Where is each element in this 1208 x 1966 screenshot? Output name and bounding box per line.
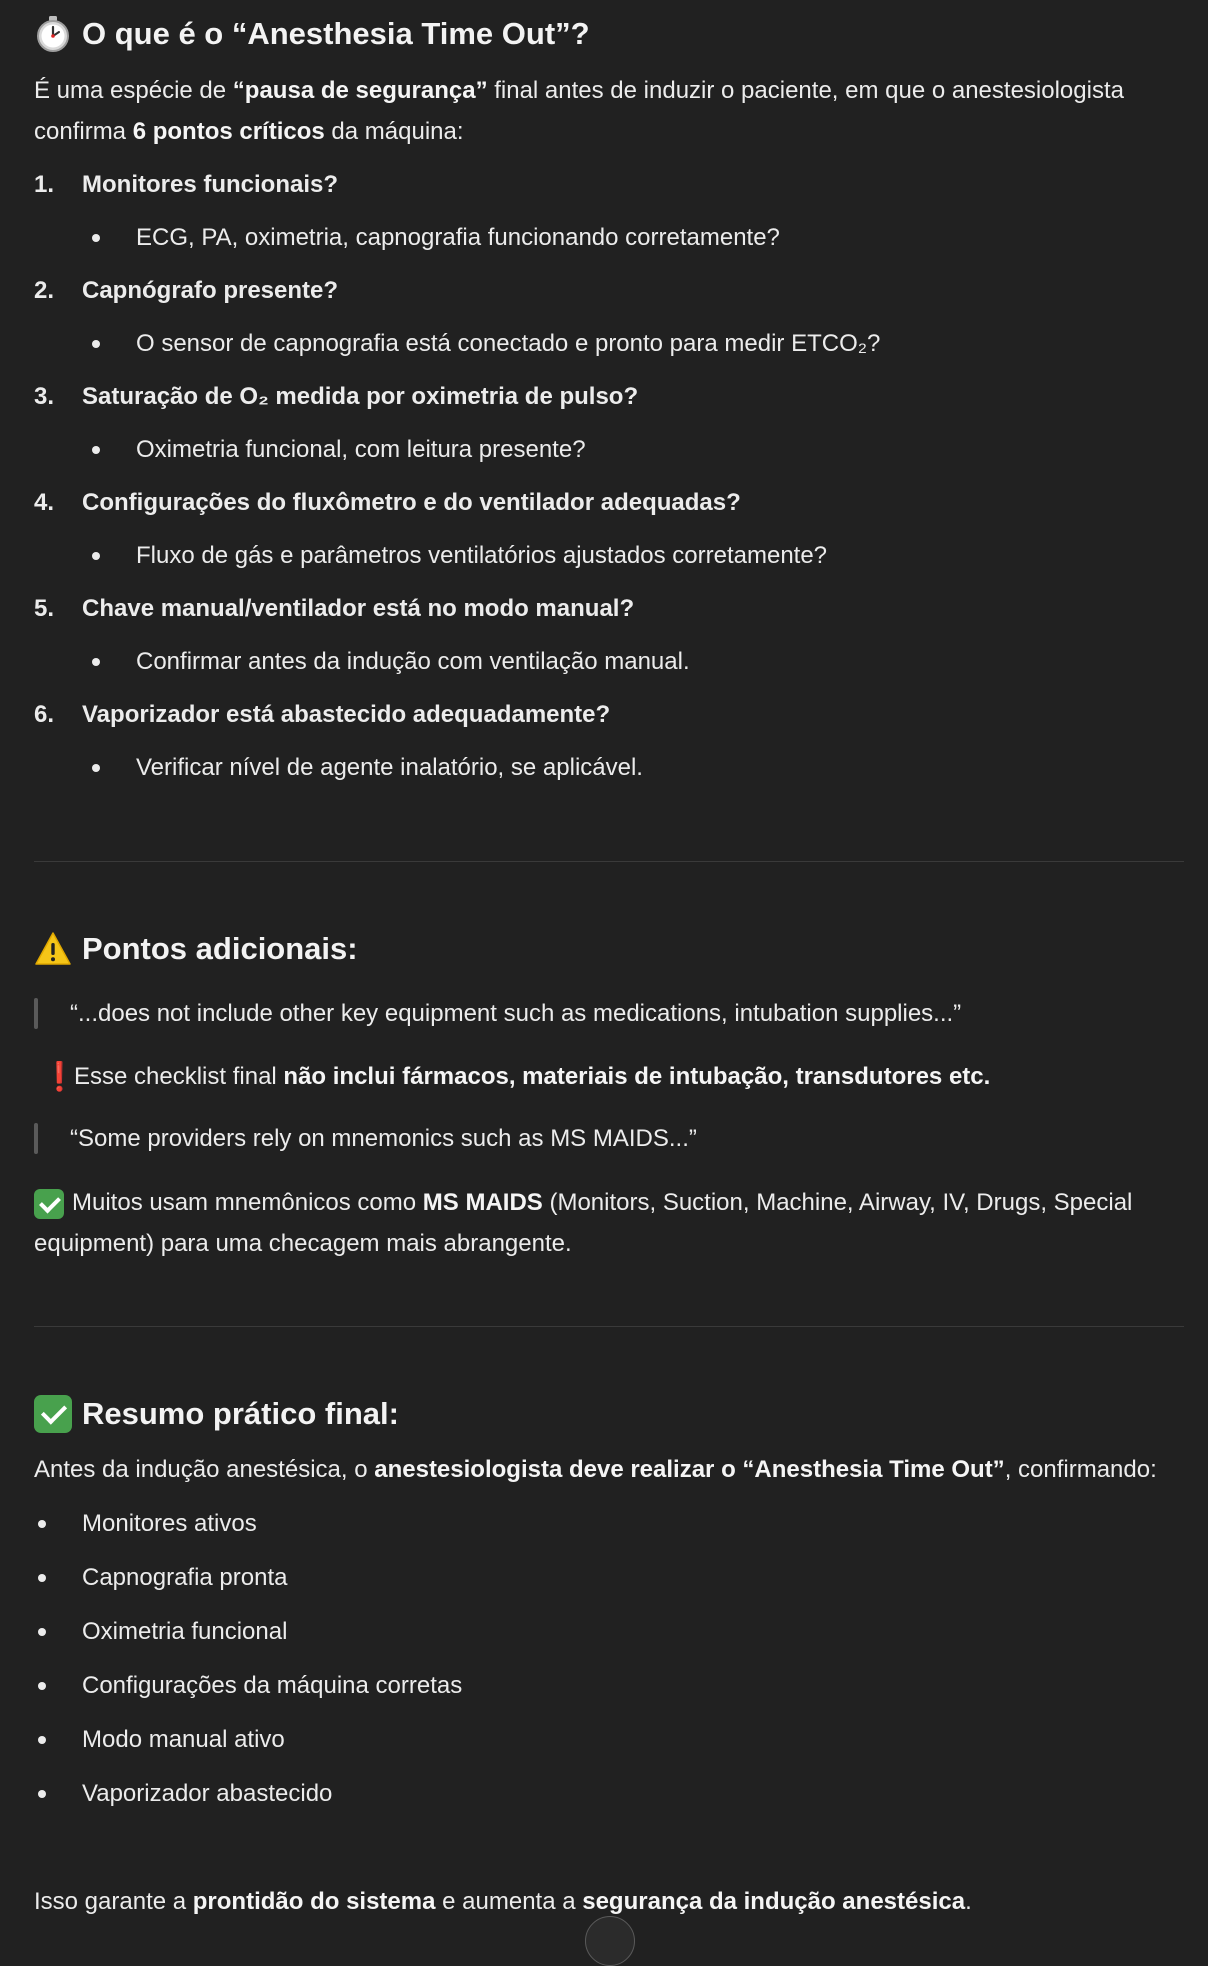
checklist-item: 6. Vaporizador está abastecido adequadamente? [34,701,611,728]
checklist-item: 5. Chave manual/ventilador está no modo manual? [34,595,635,622]
checklist-item: 4. Configurações do fluxômetro e do ventilador adequadas? [34,489,741,516]
closing-paragraph: Isso garante a prontidão do sistema e aumenta a segurança da indução anestésica. [34,1888,972,1915]
bullet-icon [88,535,136,576]
section-title-summary: Resumo prático final: [34,1392,399,1436]
checklist-item: 3. Saturação de O₂ medida por oximetria de pulso? [34,383,639,410]
summary-list [34,1503,1178,1814]
section-title-additional-points: Pontos adicionais: [34,927,358,971]
check-icon [34,1395,72,1433]
bullet-icon [34,1503,82,1544]
bullet-icon [88,747,136,788]
list-item: Modo manual ativo [34,1719,1178,1760]
note-mnemonics: Muitos usam mnemônicos como MS MAIDS (Monitors, Suction, Machine, Airway, IV, Drugs, Special equipment) para uma checagem mais abrangente. [34,1189,1133,1257]
checklist-subitem: ECG, PA, oximetria, capnografia funcionando corretamente? [34,217,1178,258]
warning-icon [34,930,72,968]
exclamation-icon: ❗ [42,1061,77,1092]
section-divider [34,1326,1184,1327]
bullet-icon [34,1557,82,1598]
list-item: Oximetria funcional [34,1611,1178,1652]
summary-intro: Antes da indução anestésica, o anestesiologista deve realizar o “Anesthesia Time Out”, confirmando: [34,1456,1157,1483]
section-divider [34,861,1184,862]
checklist-subitem: Oximetria funcional, com leitura presente? [34,429,1178,470]
section-title-time-out: O que é o “Anesthesia Time Out”? [34,12,590,56]
checklist-subitem: Verificar nível de agente inalatório, se aplicável. [34,747,1178,788]
checklist-subitem: Fluxo de gás e parâmetros ventilatórios ajustados corretamente? [34,535,1178,576]
checklist-item: 1. Monitores funcionais? [34,171,339,198]
bullet-icon [34,1665,82,1706]
bullet-icon [88,429,136,470]
note-not-included: ❗ Esse checklist final não inclui fármacos, materiais de intubação, transdutores etc. [34,1056,990,1097]
intro-paragraph: É uma espécie de “pausa de segurança” final antes de induzir o paciente, em que o anestesiologista confirma 6 pontos críticos da máquina: [34,77,1124,145]
list-item: Capnografia pronta [34,1557,1178,1598]
quote-bar [34,1123,38,1154]
checklist-subitem: Confirmar antes da indução com ventilação manual. [34,641,1178,682]
checklist-subitem: O sensor de capnografia está conectado e pronto para medir ETCO₂? [34,323,1178,364]
list-item: Monitores ativos [34,1503,1178,1544]
checklist [34,164,1178,788]
quote-block: “...does not include other key equipment such as medications, intubation supplies...” [34,993,961,1034]
list-item: Configurações da máquina corretas [34,1665,1178,1706]
bullet-icon [34,1611,82,1652]
checklist-item: 2. Capnógrafo presente? [34,277,339,304]
bullet-icon [34,1719,82,1760]
bullet-icon [88,323,136,364]
list-item: Vaporizador abastecido [34,1773,1178,1814]
stopwatch-icon [34,15,72,53]
check-icon [34,1189,64,1219]
scroll-down-button[interactable] [585,1916,635,1966]
bullet-icon [88,641,136,682]
bullet-icon [34,1773,82,1814]
bullet-icon [88,217,136,258]
quote-block: “Some providers rely on mnemonics such as MS MAIDS...” [34,1118,697,1159]
quote-bar [34,998,38,1029]
